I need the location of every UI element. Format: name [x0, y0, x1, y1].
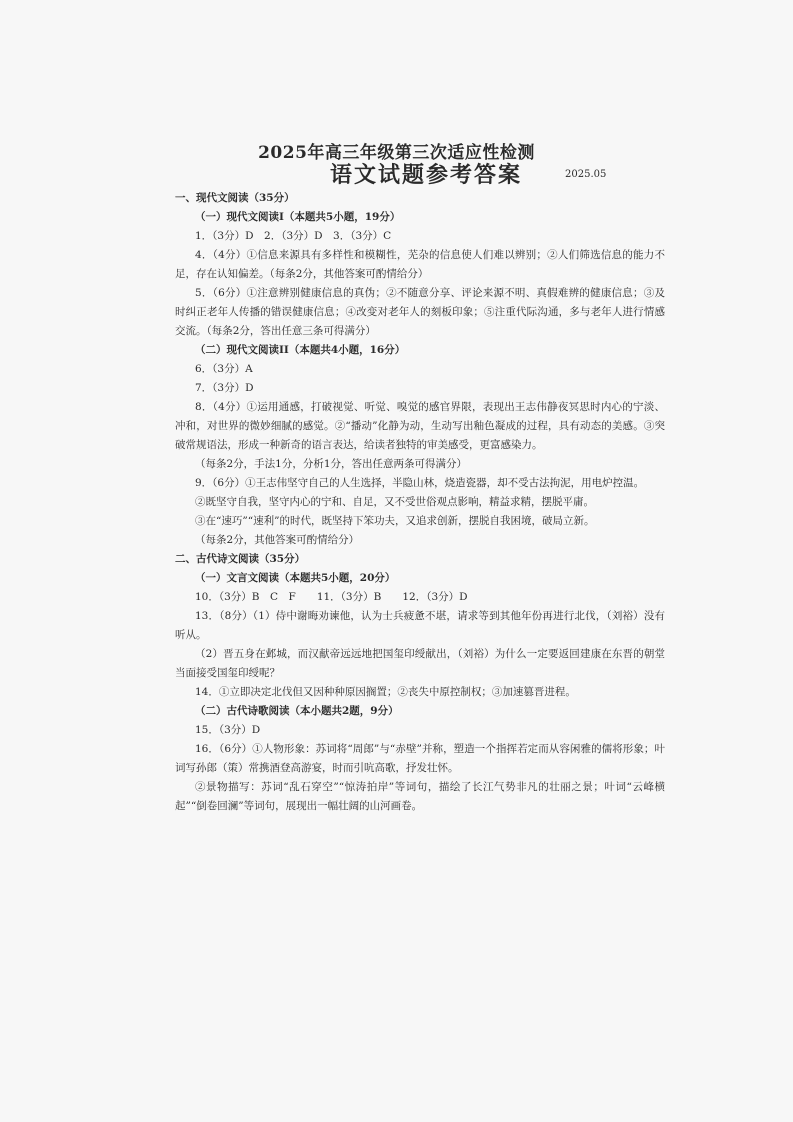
section-heading: 二、古代诗文阅读（35分） [175, 553, 306, 565]
answer-content [175, 189, 665, 816]
answer-line: 14．①立即决定北伐但又因种种原因搁置；②丧失中原控制权；③加速篡晋进程。 [195, 686, 576, 698]
answer-paragraph: 13．（8分）（1）侍中谢晦劝谏他，认为士兵疲惫不堪，请求等到其他年份再进行北伐，（刘裕）没有听从。 [175, 610, 665, 641]
subsection-heading: （一）文言文阅读（本题共5小题，20分） [195, 572, 396, 584]
answer-line: 9．（6分）①王志伟坚守自己的人生选择，半隐山林，烧造瓷器，却不受古法拘泥，用电炉控温。 [195, 477, 645, 489]
answer-paragraph: ②景物描写：苏词“乱石穿空”“惊涛拍岸”等词句，描绘了长江气势非凡的壮丽之景；叶词“云峰横起”“倒卷回澜”等词句，展现出一幅壮阔的山河画卷。 [175, 781, 665, 812]
section-heading: 一、现代文阅读（35分） [175, 192, 295, 204]
answer-paragraph: 16．（6分）①人物形象：苏词将“周郎”与“赤壁”并称，塑造一个指挥若定而从容闲雅的儒将形象；叶词写孙郎（策）常携酒登高游宴，时而引吭高歌，抒发壮怀。 [175, 743, 665, 774]
subsection-heading: （一）现代文阅读I（本题共5小题，19分） [195, 211, 401, 223]
answer-line: 6．（3分）A [195, 363, 253, 375]
answer-paragraph: 8．（4分）①运用通感，打破视觉、听觉、嗅觉的感官界限，表现出王志伟静夜冥思时内心的宁淡、冲和，对世界的微妙细腻的感觉。②“播动”化静为动，生动写出釉色凝成的过程，具有动态的美感。③突破常规语法，形成一种新奇的语言表达，给读者独特的审美感受，更富感染力。 [175, 401, 665, 451]
scoring-note: （每条2分，手法1分，分析1分，答出任意两条可得满分） [195, 458, 468, 470]
answer-paragraph: （2）晋五身在邺城，而汉献帝远远地把国玺印绶献出，（刘裕）为什么一定要返回建康在东晋的朝堂当面接受国玺印绶呢？ [175, 648, 665, 679]
answer-line: 15．（3分）D [195, 724, 261, 736]
answer-paragraph: 5．（6分）①注意辨别健康信息的真伪；②不随意分享、评论来源不明、真假难辨的健康信息；③及时纠正老年人传播的错误健康信息；④改变对老年人的刻板印象；⑤注重代际沟通，多与老年人进行情感交流。（每条2分，答出任意三条可得满分） [175, 287, 665, 337]
document-title: 2025年高三年级第三次适应性检测 [258, 143, 535, 163]
subsection-heading: （二）古代诗歌阅读（本小题共2题，9分） [195, 705, 399, 717]
answer-paragraph: 4．（4分）①信息来源具有多样性和模糊性，芜杂的信息使人们难以辨别；②人们筛选信息的能力不足，存在认知偏差。（每条2分，其他答案可酌情给分） [175, 249, 665, 280]
subsection-heading: （二）现代文阅读II（本题共4小题，16分） [195, 344, 406, 356]
document-subtitle: 语文试题参考答案 [330, 162, 523, 188]
answer-line: 1．（3分）D 2．（3分）D 3．（3分）C [195, 230, 392, 242]
scoring-note: （每条2分，其他答案可酌情给分） [195, 534, 360, 546]
answer-line: 10．（3分）B C F 11．（3分）B 12．（3分）D [195, 591, 468, 603]
answer-line: ③在“速巧”“速利”的时代，既坚持下笨功夫，又追求创新，摆脱自我困境，破局立新。 [195, 515, 595, 527]
answer-line: ②既坚守自我，坚守内心的宁和、自足，又不受世俗观点影响，精益求精，摆脱平庸。 [195, 496, 594, 508]
answer-line: 7．（3分）D [195, 382, 254, 394]
document-date: 2025.05 [565, 169, 607, 180]
